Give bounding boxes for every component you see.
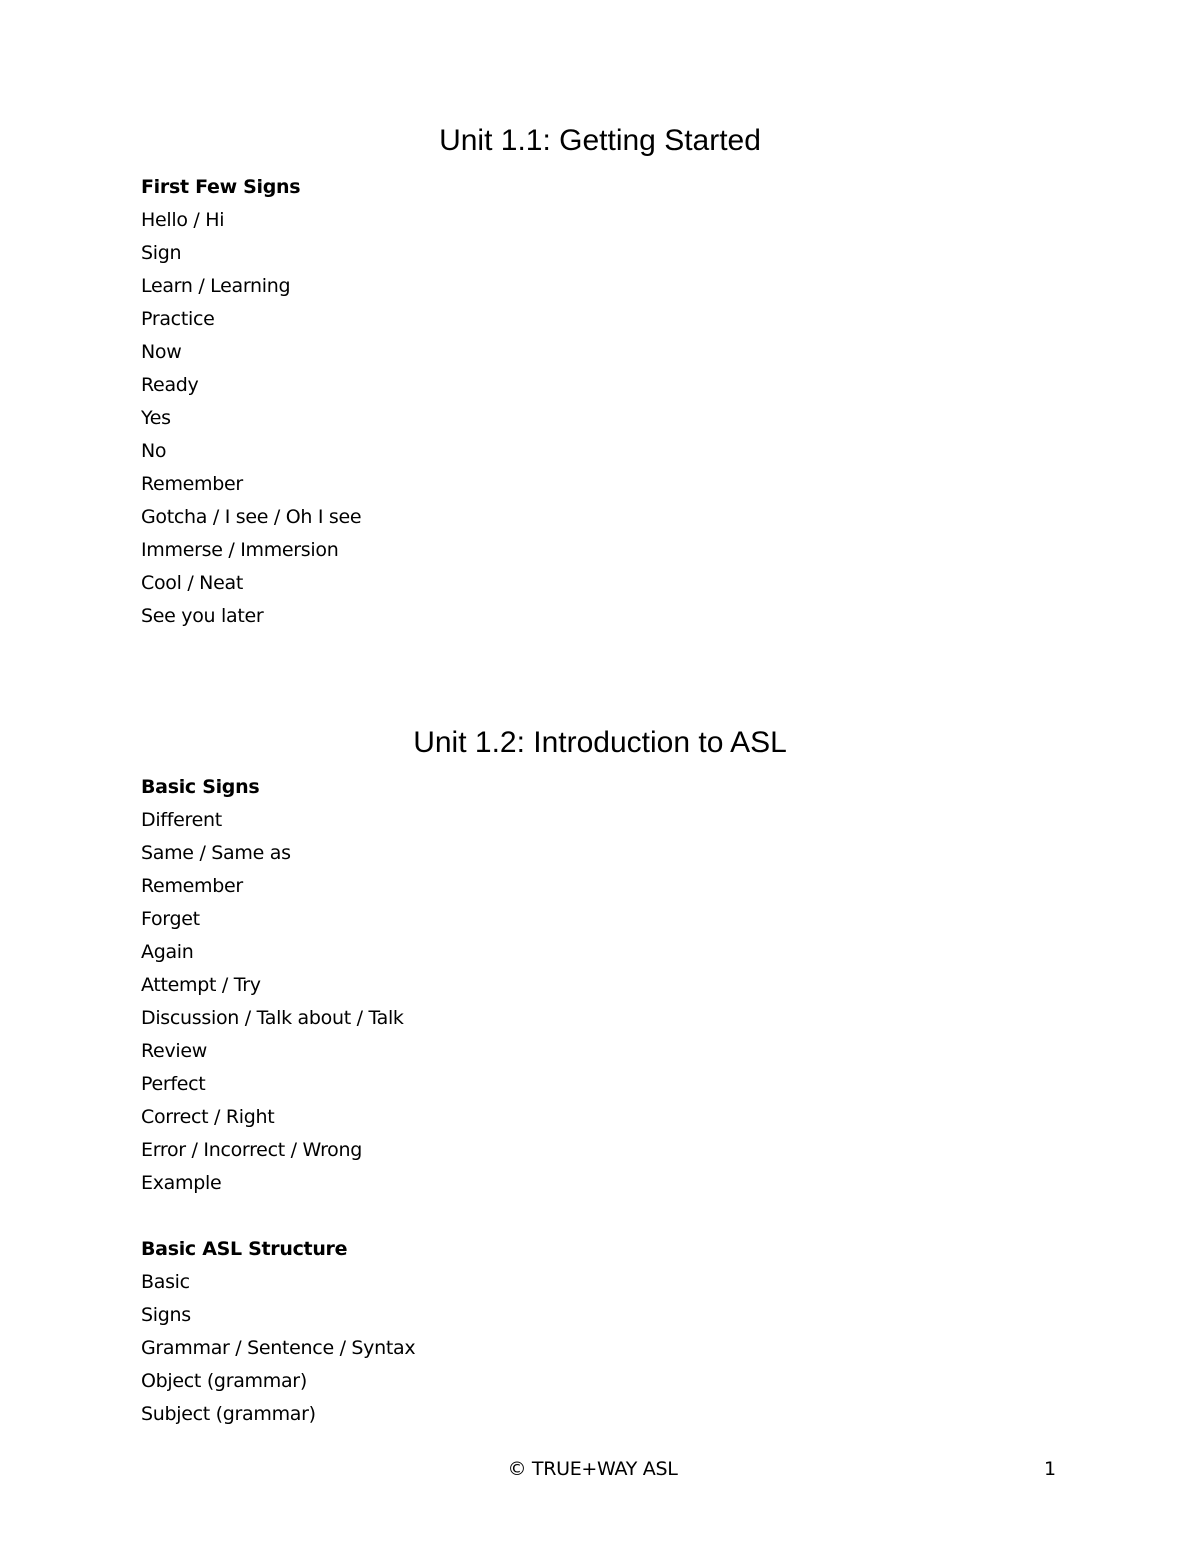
list-item: Example bbox=[141, 1172, 222, 1194]
list-item: Discussion / Talk about / Talk bbox=[141, 1007, 404, 1029]
section-heading: Basic Signs bbox=[141, 776, 260, 798]
vocab-list bbox=[141, 1268, 415, 1433]
list-item: Ready bbox=[141, 374, 199, 396]
vocab-section bbox=[141, 1235, 415, 1433]
list-item: No bbox=[141, 440, 167, 462]
list-item: Perfect bbox=[141, 1073, 206, 1095]
list-item: Forget bbox=[141, 908, 200, 930]
list-item: Basic bbox=[141, 1271, 190, 1293]
list-item: Practice bbox=[141, 308, 215, 330]
unit-title: Unit 1.1: Getting Started bbox=[439, 124, 761, 157]
list-item: Correct / Right bbox=[141, 1106, 275, 1128]
vocab-list bbox=[141, 206, 361, 635]
list-item: Error / Incorrect / Wrong bbox=[141, 1139, 363, 1161]
list-item: Sign bbox=[141, 242, 182, 264]
list-item: Again bbox=[141, 941, 194, 963]
list-item: Yes bbox=[141, 407, 171, 429]
list-item: Different bbox=[141, 809, 222, 831]
list-item: Remember bbox=[141, 473, 243, 495]
vocab-section bbox=[141, 773, 404, 1202]
list-item: Object (grammar) bbox=[141, 1370, 307, 1392]
list-item: Now bbox=[141, 341, 182, 363]
section-heading: First Few Signs bbox=[141, 176, 301, 198]
list-item: Same / Same as bbox=[141, 842, 291, 864]
list-item: Immerse / Immersion bbox=[141, 539, 339, 561]
unit-title: Unit 1.2: Introduction to ASL bbox=[413, 726, 787, 759]
footer-copyright: © TRUE+WAY ASL bbox=[507, 1458, 678, 1480]
list-item: Learn / Learning bbox=[141, 275, 291, 297]
list-item: Review bbox=[141, 1040, 207, 1062]
list-item: Signs bbox=[141, 1304, 191, 1326]
list-item: See you later bbox=[141, 605, 264, 627]
vocab-section bbox=[141, 173, 361, 635]
list-item: Hello / Hi bbox=[141, 209, 225, 231]
list-item: Subject (grammar) bbox=[141, 1403, 316, 1425]
list-item: Cool / Neat bbox=[141, 572, 243, 594]
list-item: Gotcha / I see / Oh I see bbox=[141, 506, 362, 528]
list-item: Grammar / Sentence / Syntax bbox=[141, 1337, 416, 1359]
list-item: Remember bbox=[141, 875, 243, 897]
section-heading: Basic ASL Structure bbox=[141, 1238, 348, 1260]
vocab-list bbox=[141, 806, 404, 1202]
page-number: 1 bbox=[1044, 1458, 1057, 1480]
list-item: Attempt / Try bbox=[141, 974, 261, 996]
